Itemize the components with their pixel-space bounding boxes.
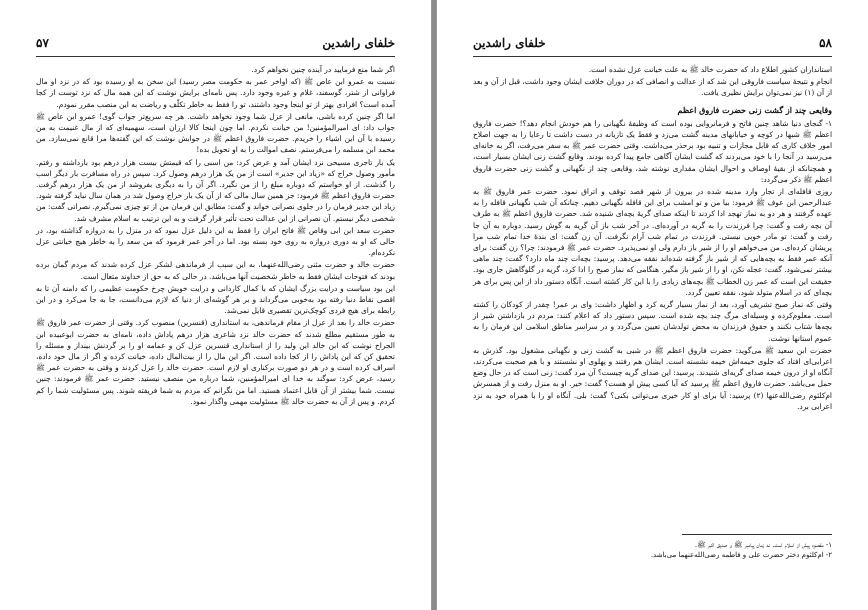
footnote: ۱- مقصود پیش از اسلام است. نه زمان پیامبر ﷺ و صدیق اکبر ﷺ. [694,541,832,549]
paragraph: حضرت سعد ابن ابی وقاص ﷺ فاتح ایران را فقط به این دلیل عزل نمود که در منزل را به دروازه گذاشته بود، در حالی که او به دوری دروازه به روی خود بسته بود. اما در آخر عمر فرمود که من سعد را به خاطر هیچ خیانتی عزل نکرده‌ام. [36,225,395,258]
page-header [473,36,832,54]
page-number: ۵۸ [819,36,832,50]
paragraph: انجام و نتیجهٔ سیاست فاروقی این شد که از عدالت و انصافی که در دوران خلافت ایشان وجود داشت، قبل از آن و بعد از آن (۱) نیز نمی‌توان برایش نظیری یافت. [473,77,832,98]
paragraph: حضرت ابن سعید ﷺ می‌گوید: حضرت فاروق اعظم ﷺ در شبی به گشت زنی و نگهبانی مشغول بود. گذرش به اعرابی‌ای افتاد که جلوی خیمه‌اش خیمه نشسته است. ایشان هم رفتند و پهلوی او نشستند و با هم صحبت می‌کردند، آنگاه او از درون خیمه صدای گریه‌ای شنیدند. پرسید: این صدای گریه چیست؟ آن مرد گفت: زنی است که در حال وضع حمل می‌باشد. حضرت فاروق اعظم ﷺ پرسید که آیا کسی پیش او هست؟ گفت: خیر. او به منزل رفت و از همسرش ام‌کلثوم رضی‌الله‌عنها (۲) پرسید: آیا برای او کار خیری می‌توانی بکنی؟ گفت: بلی. آنگاه او را با همراه خود به نزد اعرابی برد. [473,345,832,411]
paragraph: اگر شما منع فرمایید در آینده چنین نخواهم کرد. [251,65,395,74]
paragraph: حضرت خالد و حضرت مثنی رضی‌الله‌عنهما، به این سبب از فرماندهی لشکر عزل کرده شدند که مردم گمان برده بودند که فتوحات ایشان فقط به خاطر شخصیت آنها می‌باشد. در حالی که به حق از خداوند متعال است. [36,260,395,281]
paragraph: وقتی که نماز صبح تشریف آورد، بعد از نماز بسیار گریه کرد و اظهار داشت: وای بر عمر! چقدر از کودکان را کشته است. معلوم‌کرده و وسیله‌ای مرگ چند بچه شده است. سپس دستور داد که اعلام کنند: مردم در بازداشتن شیر از بچه‌ها شتاب نکنند و حقوق فرزندان به محض تولدشان تعیین می‌گردد و در سراسر مناطق اسلامی این فرمان را به عموم استانها نوشت. [473,300,832,343]
paragraph: اما اگر چنین کرده باشی، مانعی از عزل شما وجود نخواهد داشت. هر چه سریع‌تر جواب گوی! عمرو ابن عاص ﷺ جواب داد: ای امیرالمؤمنین! من خیانت نکردم. اما چون اینجا کالا ارزان است، سهمیه‌ای که از مال غنیمت به من رسیده با آن این اشیاء را خریدم. حضرت فاروق اعظم ﷺ در جوابش نوشت که این گفته‌ها مرا قانع نمی‌سازد. من محمد ابن مسلمه را می‌فرستم. نصف اموالت را به او تحویل بده! [36,111,395,155]
footnote: ۲- ام‌کلثوم دختر حضرت علی و فاطمه رضی‌الله‌عنهما می‌باشد. [650,551,832,559]
header-rule [36,56,395,57]
page-body [36,64,395,408]
page-body [473,64,832,413]
paragraph: روزی قافله‌ای از تجار وارد مدینه شده در بیرون از شهر قصد توقف و اتراق نمود. حضرت عمر فاروق ﷺ به عبدالرحمن ابن عوف ﷺ فرمود: بیا من و تو امشب برای این قافله نگهبانی دهیم. چنانکه آن شب نگهبانی قافله را به عهده گرفتند و هر دو به نماز تهجد ادا کردند تا اینکه صدای گریهٔ بچه‌ای شنیده شد. حضرت فاروق اعظم ﷺ به طرف آن بچه رفت و گفت: چرا فرزندت را به گریه در آورده‌ای. در آخر شب باز آن گریه به گوش رسید. دوباره به آن جا رفت و گفت: تو مادر خوبی نیستی. فرزندت در تمام شب آرام نگرفت. آن زن گفت: ای بندهٔ خدا تمام شب مرا پریشان کرده‌ای. من می‌خواهم او را از شیر باز دارم ولی او نمی‌پذیرد. حضرت عمر ﷺ فرمودند: چرا؟ زن گفت: برای آنکه عمر فقط به بچه‌هایی که از شیر باز گرفته شده‌اند نفقه می‌دهد. پرسید: بچه‌ات چند ماه دارد؟ گفت: چند ماهی بیشتر نمی‌شود. گفت: عجله نکن، او را از شیر باز مگیر. هنگامی که نماز صبح را ادا کرد، گریه در گلوگاهش جاری بود. حقیقت این است که عمر زن الخطاب ﷺ بچه‌های زیادی را با این کار کشته است. آنگاه دستور داد از این پس برای هر بچه‌ای که در اسلام متولد شود، نفقه تعیین گردد. [473,187,832,297]
paragraph: یک بار تاجری مسیحی نزد ایشان آمد و عرض کرد: من اسبی را که قیمتش بیست هزار درهم بود بازداشته و رفتم. مأمور وصول خراج که «زیاد ابن جدیر» است از من یک هزار درهم وصول کرد. سپس در راه مسافرت بار دیگر اسب را گذشت. از او خواستم که دوباره مبلغ را از من نگیرد. اگر آن را به دیگری بفروشد از من یک هزار درهم گرفت. حضرت فاروق اعظم ﷺ فرمود: جز همین سال مالی که از آن یک بار خراج وصول شد در همان سال نباید گرفته شود. زیاد ابن جدیر فرمان را در جلوی نصرانی خواند و گفت: مطابق این فرمان من از تو چیزی نمی‌گیرم. نصرانی گفت: من شخصی دیگر نیستم. آن نصرانی از این عدالت تحت تأثیر قرار گرفت و به این ترتیب به اسلام مشرف شد. [36,157,395,223]
header-rule [473,56,832,57]
footnotes [473,540,832,560]
paragraph: ۱- گنجای دنیا شاهد چنین فاتح و فرمانروایی بوده است که وظیفهٔ نگهبانی را هم خودش انجام دهد؟! حضرت فاروق اعظم ﷺ شبها در کوچه و خیابانهای مدینه گشت می‌زد و فقط یک تازیانه در دست داشت تا رعایا را به جهت اصلاح امور خلاف کاری که قابل مجازات و تنبیه بود برحذر می‌داشت. وقتی حضرت عمر ﷺ به سفر می‌رفت، اگر به خانه‌ای می‌رسید در آنجا را با خود می‌بردند که گشت ایشان آگاهی جامع پیدا کرده بودند. وقایع گشت زنی ایشان بسیار است، و همچنانکه از بقیهٔ اوصاف و احوال ایشان مقداری نوشته شد، وقایعی چند از نگهبانی و گشت زنی حضرت فاروق اعظم ﷺ ذکر می‌گردد: [473,118,832,184]
section-heading: وقایعی چند از گشت زنی حضرت فاروق اعظم [677,104,832,115]
paragraph: استانداران کشور اطلاع داد که حضرت خالد ﷺ به علت خیانت عزل نشده است. [588,65,832,74]
page-57 [0,0,432,610]
footnote-rule [682,534,832,535]
paragraph: این بود سیاست و درایت بزرگ ایشان که با کمال کاردانی و درایت خویش چرخ حکومت عظیمی را که دامنه آن تا به اقصی نقاط دنیا رفته بود به‌خوبی می‌گرداند و بر هر گوشه‌ای از دنیا که لازم می‌دانست، جا به جا می‌کرد و در این رابطه برای هیچ فردی کوچک‌ترین تقصیری قایل نمی‌شد. [36,283,395,316]
paragraph: حضرت خالد را بعد از عزل از مقام فرماندهی، به استانداری (قنسرین) منصوب کرد. وقتی از حضرت عمر فاروق ﷺ به طور مستقیم مطلع شدند که حضرت خالد نزد شاعری هزار درهم پاداش داده، نامه‌ای به حضرت ابوعبیده ابن الجراح نوشت که ابن خالد ابن ولید را از استانداری قنسرین عزل کن و عمامه او را بر گردنش بینداز و مسئله را تحقیق کن که این پاداش را از کجا داده است. اگر این مال را از بیت‌المال داده، خیانت کرده و اگر از مال خود داده، اسراف کرده است و در هر دو صورت برکناری او لازم است. حضرت خالد را عزل کردند و وقتی به حضرت عمر ﷺ رسید، عرض کرد: سوگند به خدا ای امیرالمؤمنین، شما درباره من منصف نیستید. حضرت عمر ﷺ فرمودند: چنین نیست. شما بیشتر از آن قابل اعتماد هستید. اما من نگرانم که مردم به شما فریفته شوند. پس مسئولیت شما را کم کردم. و پس از آن به حضرت خالد ﷺ مسئولیت مهمی واگذار نمود. [36,318,395,406]
page-number: ۵۷ [36,36,49,50]
page-58 [436,0,868,610]
page-header [36,36,395,54]
running-title: خلفای راشدین [473,36,546,50]
paragraph: نسبت به عمرو ابن عاص ﷺ (که اواخر عمر به حکومت مصر رسید) این سخن به او رسیده بود که در نزد او مال فراوانی از شتر، گوسفند، غلام و غیره وجود دارد. پس نامه‌ای برایش نوشت که این همه مال که نزد توست از کجا آمده است؟ افرادی بهتر از تو اینجا وجود داشتند، تو را فقط به خاطر تکلّف و ریاضت به این منصب مقرر نمودم. [36,77,395,109]
running-title: خلفای راشدین [322,36,395,50]
